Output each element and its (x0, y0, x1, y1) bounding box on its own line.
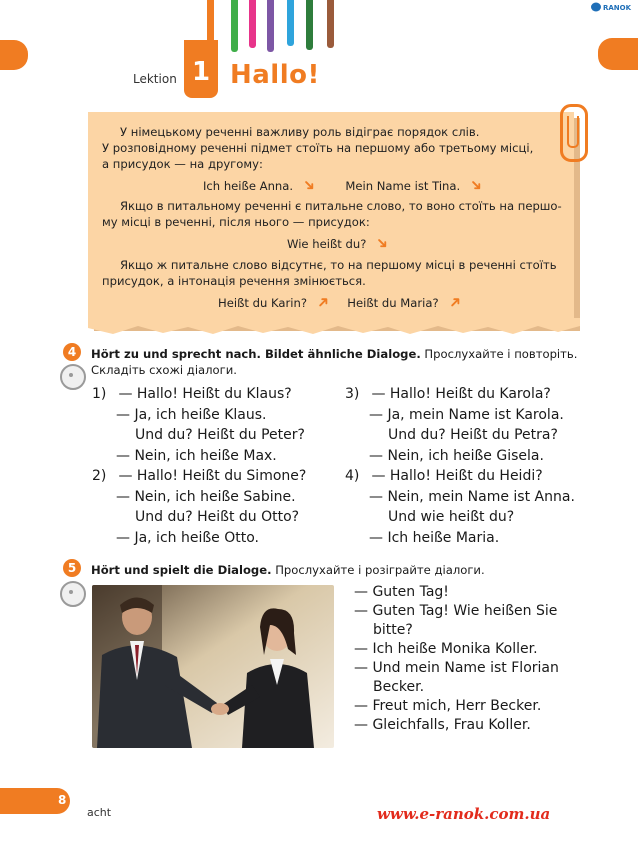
dialogue-line: Und du? Heißt du Peter? (135, 427, 305, 443)
header-tab-left (0, 40, 28, 70)
dialogue-line: — Nein, ich heiße Max. (116, 447, 277, 464)
header-tab-right (598, 38, 638, 70)
example-line-3 (218, 291, 466, 313)
instruction-de: Hört zu und sprecht nach. Bildet ähnliche Dialoge. (91, 347, 421, 361)
example-line-2 (287, 232, 394, 254)
dialogue-line: — Nein, ich heiße Sabine. (116, 488, 296, 505)
dialogue-line: — Ja, ich heiße Klaus. (116, 406, 267, 423)
dialogue-line: Und du? Heißt du Otto? (135, 509, 300, 525)
exercise-5-instruction (91, 562, 485, 578)
note-line: Якщо в питальному реченні є питальне слово, то воно стоїть на першо- (120, 199, 562, 213)
website-link[interactable]: www.e-ranok.com.ua (377, 805, 551, 823)
dialogue-2 (92, 466, 306, 548)
handshake-photo (92, 585, 334, 748)
dialogue-line: — Nein, ich heiße Gisela. (369, 447, 544, 464)
dialogue-line: — Hallo! Heißt du Simone? (118, 468, 307, 484)
note-line: а присудок — на другому: (102, 157, 263, 171)
note-line: У розповідному реченні підмет стоїть на першому або третьому місці, (102, 141, 534, 155)
dialogue-line: — Guten Tag! Wie heißen Sie (354, 603, 558, 619)
dialogue-line: — Und mein Name ist Florian (354, 660, 559, 676)
exercise-4-number: 4 (63, 343, 81, 361)
dialogue-line: — Guten Tag! (354, 584, 449, 600)
arrow-down-right-icon: ➜ (372, 232, 394, 254)
instruction-uk: Складіть схожі діалоги. (91, 363, 237, 377)
dialogue-line: Und du? Heißt du Petra? (388, 427, 558, 443)
dialogue-4 (345, 466, 575, 548)
arrow-down-right-icon: ➜ (298, 174, 321, 196)
page-word: acht (87, 806, 112, 819)
torn-edge (88, 318, 580, 340)
svg-text:RANOK: RANOK (603, 4, 632, 12)
arrow-down-right-icon: ➜ (465, 174, 488, 196)
dialogue-3 (345, 384, 564, 466)
dialogue-line: — Freut mich, Herr Becker. (354, 698, 542, 714)
dialogue-label: 1) (92, 386, 107, 402)
dialogue-line: bitte? (373, 622, 413, 638)
dialogue-line: — Hallo! Heißt du Heidi? (371, 468, 543, 484)
instruction-uk: Прослухайте і повторіть. (424, 347, 578, 361)
dialogue-line: — Hallo! Heißt du Klaus? (118, 386, 292, 402)
instruction-uk: Прослухайте і розіграйте діалоги. (275, 563, 485, 577)
exercise-5-number: 5 (63, 559, 81, 577)
audio-cd-icon[interactable] (60, 364, 86, 390)
dialogue-line: — Ja, ich heiße Otto. (116, 529, 259, 546)
dialogue-5 (354, 583, 559, 735)
lesson-title: Hallo! (230, 60, 320, 90)
dialogue-label: 4) (345, 468, 360, 484)
publisher-logo-icon (590, 2, 634, 12)
dialogue-line: — Ja, mein Name ist Karola. (369, 406, 564, 423)
arrow-up-right-icon: ➜ (443, 291, 466, 313)
example-text: Wie heißt du? (287, 237, 367, 251)
arrow-up-right-icon: ➜ (312, 291, 334, 313)
exercise-4-instruction (91, 346, 591, 378)
dialogue-label: 3) (345, 386, 360, 402)
dialogue-line: Becker. (373, 679, 425, 695)
dialogue-line: — Ich heiße Maria. (369, 529, 500, 546)
dialogue-line: — Gleichfalls, Frau Koller. (354, 717, 531, 733)
example-text: Ich heiße Anna. (203, 179, 294, 193)
paperclip-inner (567, 116, 579, 148)
example-line-1 (203, 174, 488, 196)
page-number: 8 (58, 793, 67, 807)
note-line: У німецькому реченні важливу роль відіграє порядок слів. (120, 125, 480, 139)
dialogue-1 (92, 384, 305, 466)
note-line: Якщо ж питальне слово відсутнє, то на першому місці в реченні стоїть (120, 258, 557, 272)
instruction-de: Hört und spielt die Dialoge. (91, 563, 272, 577)
dialogue-line: — Hallo! Heißt du Karola? (371, 386, 551, 402)
dialogue-line: — Nein, mein Name ist Anna. (369, 488, 575, 505)
note-line: му місці в реченні, після нього — присудок: (102, 215, 370, 229)
lektion-label: Lektion (133, 72, 177, 86)
example-text: Heißt du Karin? (218, 296, 307, 310)
dialogue-line: — Ich heiße Monika Koller. (354, 641, 538, 657)
example-text: Mein Name ist Tina. (345, 179, 461, 193)
dialogue-line: Und wie heißt du? (388, 509, 515, 525)
lesson-number: 1 (184, 40, 218, 98)
example-text: Heißt du Maria? (347, 296, 439, 310)
audio-cd-icon[interactable] (60, 581, 86, 607)
dialogue-label: 2) (92, 468, 107, 484)
note-line: присудок, а інтонація речення змінюється. (102, 274, 366, 288)
grammar-note (88, 112, 574, 325)
